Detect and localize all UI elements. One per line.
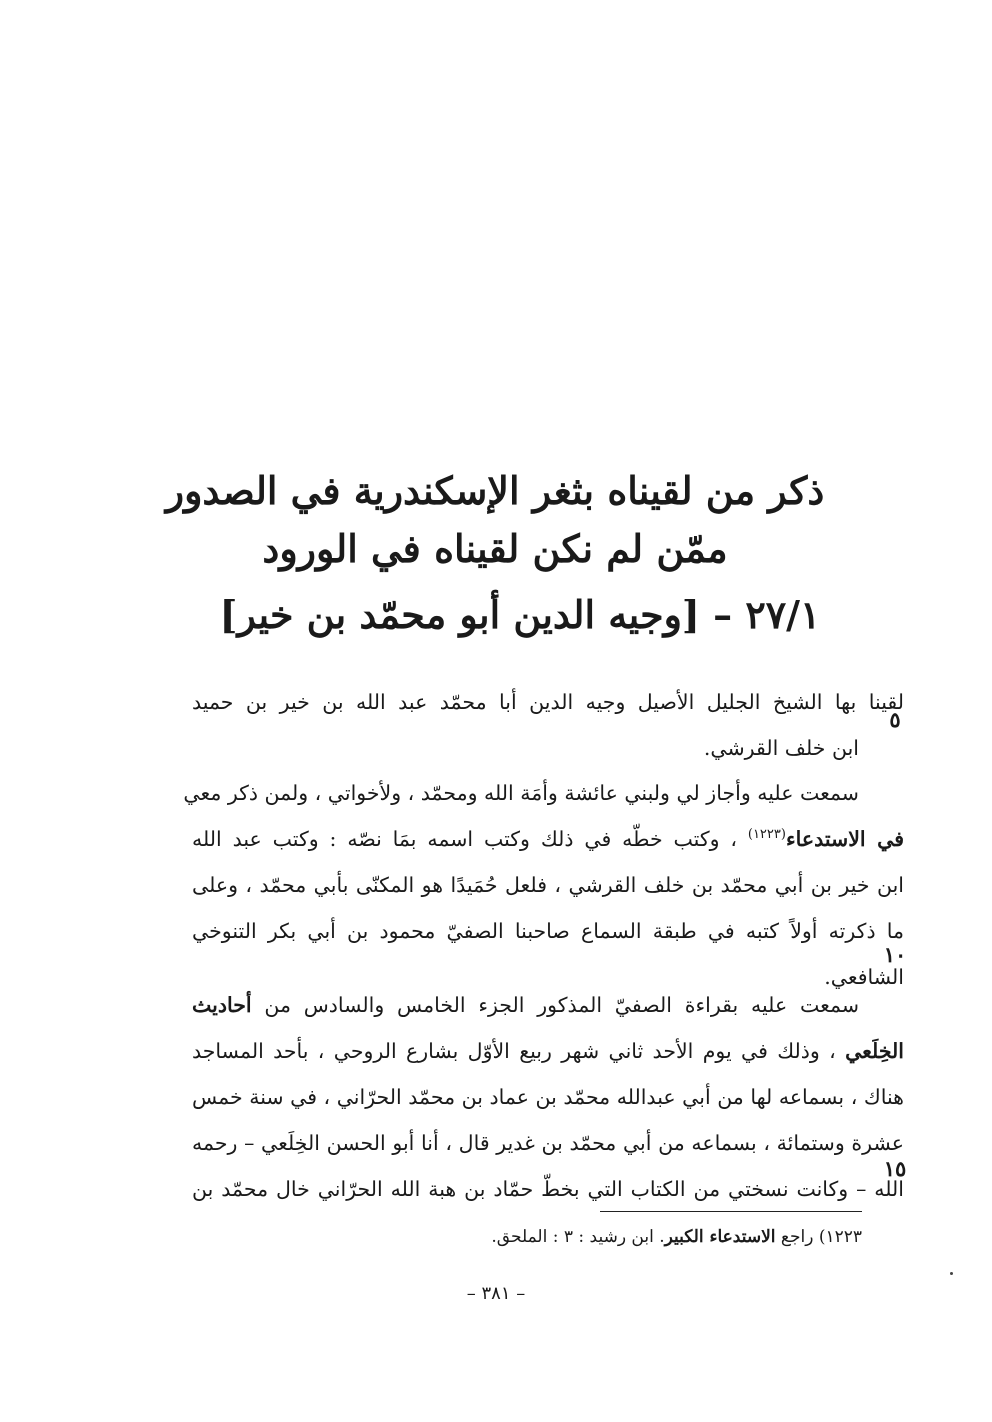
paragraph-3 <box>192 982 904 1212</box>
chapter-title <box>150 462 840 578</box>
paragraph-2-line-4: ما ذكرته أولاً كتبه في طبقة السماع صاحبنا الصفيّ محمود بن أبي بكر التنوخي <box>192 919 904 943</box>
paragraph-3-line-1 <box>192 982 904 1028</box>
paragraph-3-line-1-start: سمعت عليه بقراءة الصفيّ المذكور الجزء الخامس والسادس من <box>251 993 859 1017</box>
line-number-10: ١٠ <box>883 942 907 967</box>
paragraph-1-line-2: ابن خلف القرشي. <box>703 736 859 760</box>
chapter-title-line-2: ممّن لم نكن لقيناه في الورود <box>262 526 728 571</box>
page-number: – ٣٨١ – <box>466 1283 526 1304</box>
paragraph-2-line-2-rest: ، وكتب خطّه في ذلك وكتب اسمه بمَا نصّه : وكتب عبد الله <box>192 827 748 851</box>
footnote-divider <box>600 1211 862 1212</box>
paragraph-1 <box>192 679 904 771</box>
khilai-term: الخِلَعي <box>845 1039 904 1063</box>
scan-speck <box>950 1272 953 1275</box>
paragraph-2 <box>183 770 904 1000</box>
istidaa-term: في الاستدعاء <box>785 827 904 851</box>
paragraph-2-line-5: الشافعي. <box>824 965 904 989</box>
paragraph-2-line-2 <box>192 816 904 862</box>
chapter-title-line-1: ذكر من لقيناه بثغر الإسكندرية في الصدور <box>165 468 825 513</box>
paragraph-3-line-2 <box>192 1028 904 1074</box>
paragraph-3-line-4: عشرة وستمائة ، بسماعه من أبي محمّد بن غدير قال ، أنا أبو الحسن الخِلَعي – رحمه <box>192 1131 904 1155</box>
footnote-text-start: راجع <box>775 1227 819 1247</box>
paragraph-3-line-5: الله – وكانت نسختي من الكتاب التي بخطّ حمّاد بن هبة الله الحرّاني خال محمّد بن <box>192 1177 904 1201</box>
paragraph-1-line-1: لقينا بها الشيخ الجليل الأصيل وجيه الدين أبا محمّد عبد الله بن خير بن حميد <box>192 690 904 714</box>
footnote-text-rest: . ابن رشيد : ٣ : الملحق. <box>491 1227 665 1247</box>
footnote-book-title: الاستدعاء الكبير <box>664 1227 776 1247</box>
entry-heading: ٢٧/١ – [وجيه الدين أبو محمّد بن خير] <box>219 592 821 637</box>
line-number-5: ٥ <box>889 707 901 732</box>
paragraph-2-line-3: ابن خير بن أبي محمّد بن خلف القرشي ، فلعل حُمَيدًا هو المكنّى بأبي محمّد ، وعلى <box>192 873 904 897</box>
ahadith-term: أحاديث <box>192 993 252 1017</box>
line-number-15: ١٥ <box>883 1156 907 1181</box>
footnote-reference: (١٢٢٣) <box>747 827 786 843</box>
paragraph-2-line-1: سمعت عليه وأجاز لي ولبني عائشة وأمَة الله ومحمّد ، ولأخواتي ، ولمن ذكر معي <box>183 781 859 805</box>
footnote <box>400 1222 862 1252</box>
paragraph-3-line-3: هناك ، بسماعه لها من أبي عبدالله محمّد بن عماد بن محمّد الحرّاني ، في سنة خمس <box>192 1085 904 1109</box>
paragraph-3-line-2-rest: ، وذلك في يوم الأحد ثاني شهر ربيع الأوّل بشارع الروحي ، بأحد المساجد <box>192 1039 846 1063</box>
footnote-number: ١٢٢٣) <box>818 1227 862 1247</box>
